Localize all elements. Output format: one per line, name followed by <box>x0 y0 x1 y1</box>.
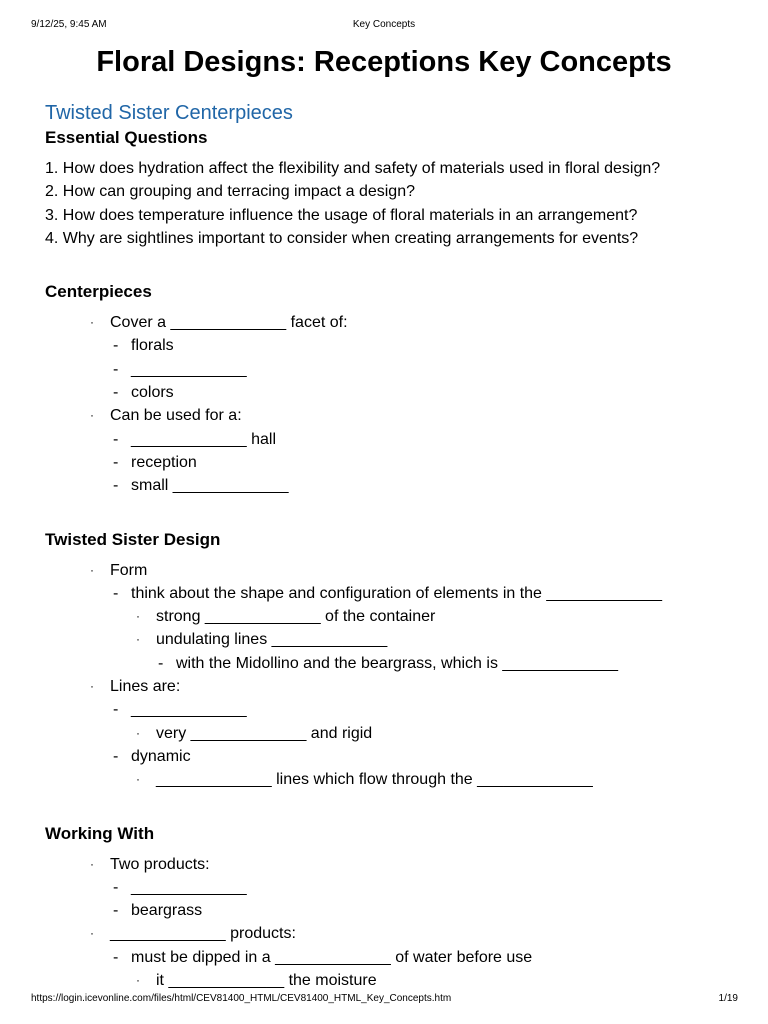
bullet-marker: · <box>90 408 94 423</box>
outline-item <box>45 358 745 381</box>
dash-marker: - <box>113 948 119 966</box>
outline-item-text: Can be used for a: <box>110 407 242 425</box>
outline-item-text: _____________ lines which flow through the _____________ <box>156 771 593 789</box>
dash-marker: - <box>113 584 119 602</box>
outline-item-text: _____________ <box>131 701 247 719</box>
outline-item-text: _____________ <box>131 878 247 896</box>
outline-item <box>45 652 745 675</box>
outline-item-text: colors <box>131 384 174 402</box>
outline-item <box>45 559 745 582</box>
outline-item-text: florals <box>131 337 174 355</box>
outline-item-text: strong _____________ of the container <box>156 608 436 626</box>
outline-item <box>45 853 745 876</box>
section-outline <box>45 853 745 993</box>
outline-item-text: very _____________ and rigid <box>156 724 373 742</box>
outline-item <box>45 745 745 768</box>
outline-item <box>45 946 745 969</box>
outline-item-text: reception <box>131 453 197 471</box>
outline-item-text: undulating lines _____________ <box>156 631 388 649</box>
document-body <box>45 100 745 992</box>
dash-marker: - <box>113 701 119 719</box>
outline-item <box>45 404 745 427</box>
outline-item-text: it _____________ the moisture <box>156 972 377 990</box>
bullet-marker: · <box>136 772 140 787</box>
dash-marker: - <box>113 384 119 402</box>
section-heading: Working With <box>45 823 155 843</box>
outline-item <box>45 675 745 698</box>
outline-item <box>45 768 745 791</box>
dash-marker: - <box>113 337 119 355</box>
outline-item <box>45 722 745 745</box>
outline-item-text: _____________ hall <box>131 430 277 448</box>
dash-marker: - <box>113 747 119 765</box>
outline-item-text: with the Midollino and the beargrass, which is _____________ <box>176 654 619 672</box>
print-page-number: 1/19 <box>718 993 738 1004</box>
outline-item <box>45 698 745 721</box>
bullet-marker: · <box>90 926 94 941</box>
dash-marker: - <box>113 477 119 495</box>
section-outline <box>45 559 745 792</box>
outline-item <box>45 922 745 945</box>
outline-item-text: think about the shape and configuration of elements in the _____________ <box>131 584 663 602</box>
outline-item <box>45 311 745 334</box>
dash-marker: - <box>158 654 164 672</box>
section-heading: Centerpieces <box>45 282 152 302</box>
bullet-marker: · <box>90 679 94 694</box>
essential-questions-list <box>45 157 745 250</box>
dash-marker: - <box>113 430 119 448</box>
question-item: 4. Why are sightlines important to consider when creating arrangements for events? <box>45 229 639 247</box>
outline-item-text: _____________ <box>131 360 247 378</box>
dash-marker: - <box>113 360 119 378</box>
outline-item <box>45 428 745 451</box>
question-item: 1. How does hydration affect the flexibility and safety of materials used in floral design? <box>45 160 661 177</box>
page-title: Floral Designs: Receptions Key Concepts <box>96 46 672 78</box>
bullet-marker: · <box>136 609 140 624</box>
outline-item <box>45 381 745 404</box>
outline-item <box>45 605 745 628</box>
outline-item-text: Cover a _____________ facet of: <box>110 314 348 332</box>
bullet-marker: · <box>90 562 94 577</box>
outline-item <box>45 876 745 899</box>
section-heading: Twisted Sister Design <box>45 529 221 549</box>
bullet-marker: · <box>90 856 94 871</box>
bullet-marker: · <box>136 725 140 740</box>
question-item: 2. How can grouping and terracing impact a design? <box>45 183 415 201</box>
print-datetime: 9/12/25, 9:45 AM <box>31 19 107 30</box>
dash-marker: - <box>113 453 119 471</box>
section-outline <box>45 311 745 497</box>
bullet-marker: · <box>136 973 140 988</box>
outline-item <box>45 628 745 651</box>
bullet-marker: · <box>136 632 140 647</box>
lesson-subtitle: Twisted Sister Centerpieces <box>45 102 293 124</box>
outline-item <box>45 969 745 992</box>
outline-item-text: must be dipped in a _____________ of water before use <box>131 948 533 966</box>
outline-item-text: small _____________ <box>131 477 289 495</box>
outline-item-text: _____________ products: <box>110 925 296 943</box>
print-doc-title: Key Concepts <box>352 19 416 30</box>
question-item: 3. How does temperature influence the usage of floral materials in an arrangement? <box>45 206 638 224</box>
print-url: https://login.icevonline.com/files/html/CEV81400_HTML/CEV81400_HTML_Key_Concepts.htm <box>31 993 452 1004</box>
outline-item <box>45 474 745 497</box>
outline-item-text: Two products: <box>110 855 210 873</box>
bullet-marker: · <box>90 315 94 330</box>
dash-marker: - <box>113 878 119 896</box>
outline-item <box>45 451 745 474</box>
outline-item <box>45 899 745 922</box>
outline-item <box>45 582 745 605</box>
essential-questions-heading: Essential Questions <box>45 128 208 147</box>
dash-marker: - <box>113 902 119 920</box>
outline-item-text: Form <box>110 561 148 579</box>
outline-item-text: dynamic <box>131 747 191 765</box>
outline-item <box>45 334 745 357</box>
outline-item-text: Lines are: <box>110 678 181 696</box>
outline-item-text: beargrass <box>131 902 203 920</box>
sections-container <box>45 281 745 992</box>
